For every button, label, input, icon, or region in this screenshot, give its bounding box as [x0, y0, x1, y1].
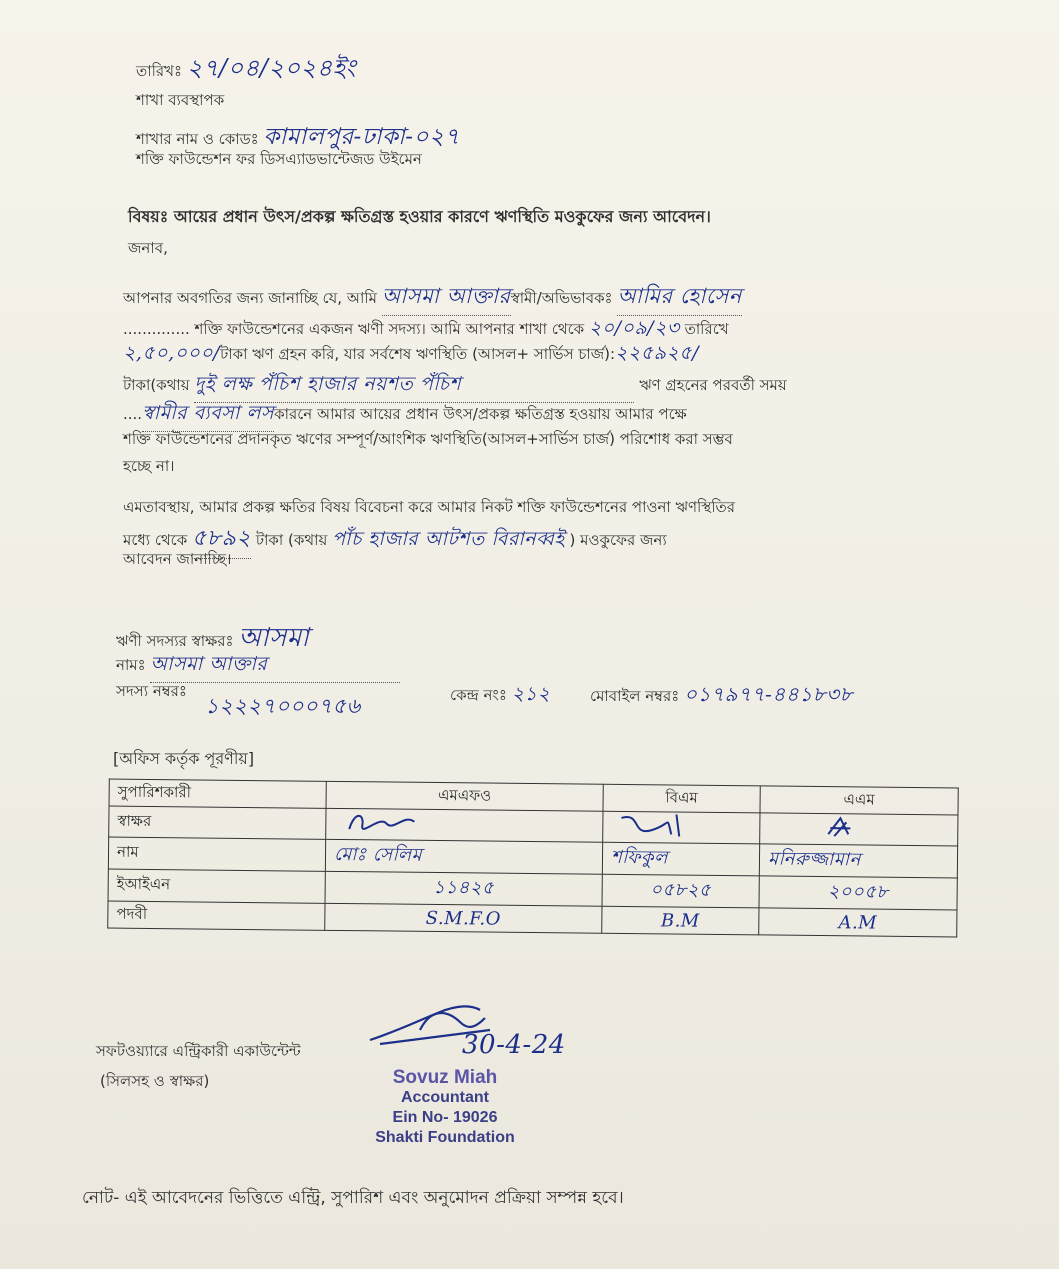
body1-text: টাকা(কথায় — [123, 376, 190, 394]
waiver-words-handwritten: পাঁচ হাজার আটশত বিরানব্বই — [332, 528, 565, 550]
header-mfo: এমএফও — [326, 781, 603, 811]
body1-line1 — [123, 280, 742, 316]
signature-cell-mfo — [326, 808, 603, 842]
guardian-name-handwritten: আমির হোসেন — [617, 280, 741, 316]
row-label-ein: ইআইএন — [108, 869, 325, 903]
bm-signature-scribble — [611, 812, 701, 839]
stamp-title: Accountant — [401, 1089, 489, 1106]
am-signature-scribble — [768, 813, 858, 840]
body2-line3: আবেদন জানাচ্ছি। — [123, 550, 232, 568]
center-line — [450, 680, 550, 712]
name-mfo: মোঃ সেলিম — [325, 839, 602, 874]
designation-am: A.M — [759, 908, 957, 937]
office-caption: [অফিস কর্তৃক পূরণীয়] — [113, 749, 255, 768]
center-label: কেন্দ্র নংঃ — [450, 686, 507, 704]
member-name-value: আসমা আক্তার — [150, 650, 400, 683]
row-label-designation: পদবী — [108, 901, 325, 930]
stamp-ein: Ein No- 19026 — [392, 1109, 498, 1126]
ein-bm: ০৫৮২৫ — [602, 874, 759, 908]
guardian-label: স্বামী/অভিভাবকঃ — [510, 289, 613, 307]
member-signature-label: ঋণী সদস্যর স্বাক্ষরঃ — [116, 632, 234, 650]
signature-cell-am — [760, 813, 958, 846]
subject: বিষয়ঃ আয়ের প্রধান উৎস/প্রকল্প ক্ষতিগ্রস্ত হওয়ার কারণে ঋণস্থিতি মওকুফের জন্য আবেদন। — [128, 207, 711, 226]
balance-words-handwritten: দুই লক্ষ পঁচিশ হাজার নয়শত পঁচিশ — [194, 370, 634, 403]
row-label-signature: স্বাক্ষর — [109, 806, 326, 839]
ein-mfo: ১১৪২৫ — [325, 871, 602, 906]
footer-note: নোট- এই আবেদনের ভিত্তিতে এন্ট্রি, সুপারিশ এবং অনুমোদন প্রক্রিয়া সম্পন্ন হবে। — [82, 1188, 624, 1208]
mfo-signature-scribble — [334, 809, 424, 836]
body1-line3 — [123, 339, 699, 371]
row-label-name: নাম — [108, 837, 325, 871]
header-recommender: সুপারিশকারী — [109, 779, 326, 808]
designation-mfo: S.M.F.O — [325, 903, 602, 933]
body1-text: টাকা ঋণ গ্রহন করি, যার সর্বশেষ ঋণস্থিতি (আসল+ সার্ভিস চার্জ): — [220, 345, 616, 363]
member-name-handwritten: আসমা আক্তার — [382, 280, 511, 316]
stamp-org: Shakti Foundation — [375, 1129, 515, 1146]
signature-cell-bm — [603, 811, 760, 844]
body1-line7: হচ্ছে না। — [123, 457, 175, 475]
member-number-value: ১২২২৭০০০৭৫৬ — [205, 694, 361, 718]
designation-bm: B.M — [602, 906, 759, 935]
member-number-label: সদস্য নম্বরঃ — [116, 682, 187, 700]
member-name-label: নামঃ — [116, 656, 146, 674]
body1-text: ঋণ গ্রহনের পরবর্তী সময় — [639, 376, 787, 394]
accountant-sub-label: (সিলসহ ও স্বাক্ষর) — [100, 1072, 210, 1090]
body1-text: তারিখে — [684, 320, 729, 338]
header-bm: বিএম — [603, 784, 760, 813]
date-value: ২৭/০৪/২০২৪ইং — [186, 54, 357, 82]
body2-text: টাকা (কথায় — [255, 531, 328, 549]
organization-name: শক্তি ফাউন্ডেশন ফর ডিসএ্যাডভান্টেজড উইমেন — [136, 150, 422, 168]
branch-label: শাখার নাম ও কোডঃ — [136, 130, 259, 148]
accountant-date: 30-4-24 — [462, 1030, 566, 1060]
member-name-line — [116, 650, 400, 683]
center-value: ২১২ — [511, 683, 551, 705]
balance-handwritten: ২২৫৯২৫/ — [615, 342, 699, 364]
ein-am: ২০০৫৮ — [759, 876, 957, 910]
accountant-label: সফটওয়্যারে এন্ট্রিকারী একাউন্টেন্ট — [96, 1042, 301, 1060]
salutation: জনাব, — [128, 239, 168, 257]
office-table — [107, 779, 959, 938]
body1-text: শক্তি ফাউন্ডেশনের একজন ঋণী সদস্য। আমি আপনার শাখা থেকে — [194, 320, 585, 338]
body1-text: আপনার অবগতির জন্য জানাচ্ছি যে, আমি — [123, 289, 377, 307]
body2-text: মধ্যে থেকে — [123, 531, 188, 549]
date-label: তারিখঃ — [136, 62, 182, 80]
dotted-blank: .... — [123, 405, 143, 423]
name-bm: শফিকুল — [602, 842, 759, 876]
mobile-value: ০১৭৯৭৭-৪৪১৮৩৮ — [684, 682, 854, 706]
body2-text: ) মওকুফের জন্য — [569, 531, 667, 549]
member-number-line — [116, 680, 187, 705]
loan-amount-handwritten: ২,৫০,০০০/ — [123, 342, 221, 364]
body1-text: কারনে আমার আয়ের প্রধান উৎস/প্রকল্প ক্ষতিগ্রস্ত হওয়ায় আমার পক্ষে — [274, 405, 687, 423]
body2-line1: এমতাবস্থায়, আমার প্রকল্প ক্ষতির বিষয় বিবেচনা করে আমার নিকট শক্তি ফাউন্ডেশনের পাওনা ঋণস্থিতির — [123, 498, 736, 516]
reason-handwritten: স্বামীর ব্যবসা লস — [142, 399, 274, 432]
accountant-stamp — [345, 1068, 545, 1148]
dotted-blank: .............. — [123, 320, 190, 338]
header-am: এএম — [760, 786, 958, 815]
loan-date-handwritten: ২০/০৯/২৩ — [588, 317, 680, 339]
stamp-name: Sovuz Miah — [392, 1067, 498, 1088]
branch-value: কামালপুর-ঢাকা-০২৭ — [263, 124, 460, 150]
recipient: শাখা ব্যবস্থাপক — [136, 91, 225, 109]
member-signature: আসমা — [238, 623, 310, 653]
waiver-amount-handwritten: ৫৮৯২ — [192, 521, 251, 559]
name-am: মনিরুজ্জামান — [759, 844, 957, 878]
body1-line6: শক্তি ফাউন্ডেশনের প্রদানকৃত ঋণের সম্পূর্ণ/আংশিক ঋণস্থিতি(আসল+সার্ভিস চার্জ) পরিশোধ করা সম্ভব — [123, 430, 733, 448]
mobile-label: মোবাইল নম্বরঃ — [590, 687, 680, 705]
mobile-line — [590, 680, 853, 713]
date-line — [136, 50, 356, 90]
